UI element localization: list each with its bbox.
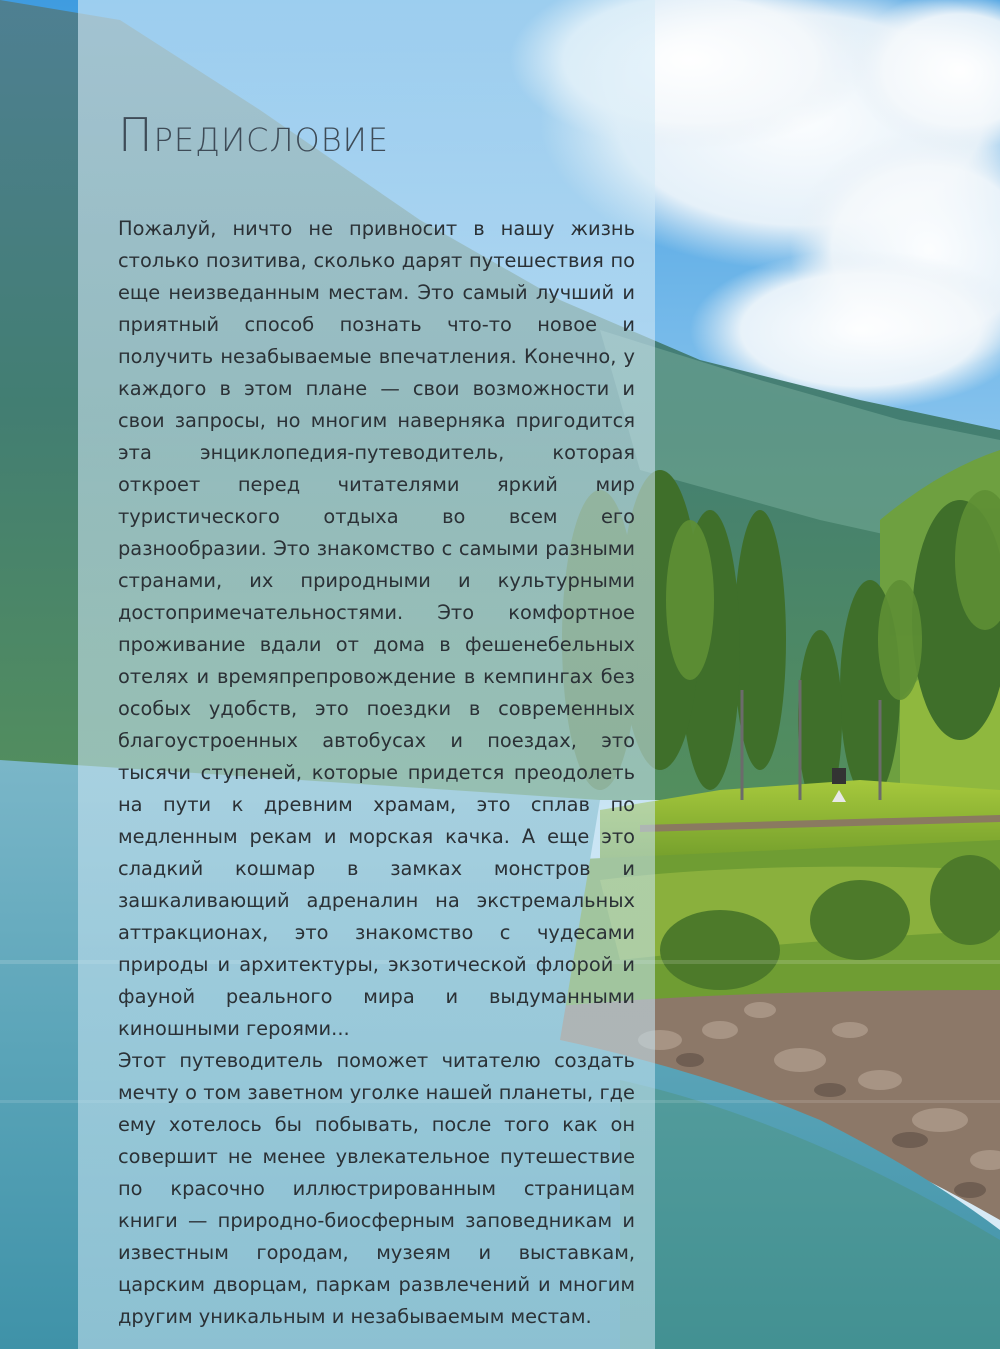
page-title: Предисловие	[118, 108, 390, 162]
paragraph-1: Пожалуй, ничто не привносит в нашу жизнь столько позитива, сколько дарят путешествия по еще неизведанным местам. Это самый лучший и приятный способ познать что-то новое и получить незабываемые впечатления. Конечно, у каждого в этом плане — свои возможности и свои запросы, но многим наверняка пригодится эта энциклопедия-путеводитель, которая откроет перед читателями яркий мир туристического отдыха во всем его разнообразии. Это знакомство с самыми разными странами, их природными и культурными достопримечательностями. Это комфортное проживание вдали от дома в фешенебельных отелях и времяпрепровождение в кемпингах без особых удобств, это поездки в современных благоустроенных автобусах и поездах, это тысячи ступеней, которые придется преодолеть на пути к древним храмам, это сплав по медленным рекам и морская качка. А еще это сладкий кошмар в замках монстров и зашкаливающий адреналин на экстремальных аттракционах, это знакомство с чудесами природы и архитектуры, экзотической флорой и фауной реального мира и выдуманными киношными героями...	[118, 217, 635, 1040]
paragraph-2: Этот путеводитель поможет читателю создать мечту о том заветном уголке нашей планеты, где ему хотелось бы побывать, после того как он совершит не менее увлекательное путешествие по красочно иллюстрированным страницам книги — природно-биосферным заповедникам и известным городам, музеям и выставкам, царским дворцам, паркам развлечений и многим другим уникальным и незабываемым местам.	[118, 1049, 635, 1328]
body-text	[118, 213, 635, 1333]
